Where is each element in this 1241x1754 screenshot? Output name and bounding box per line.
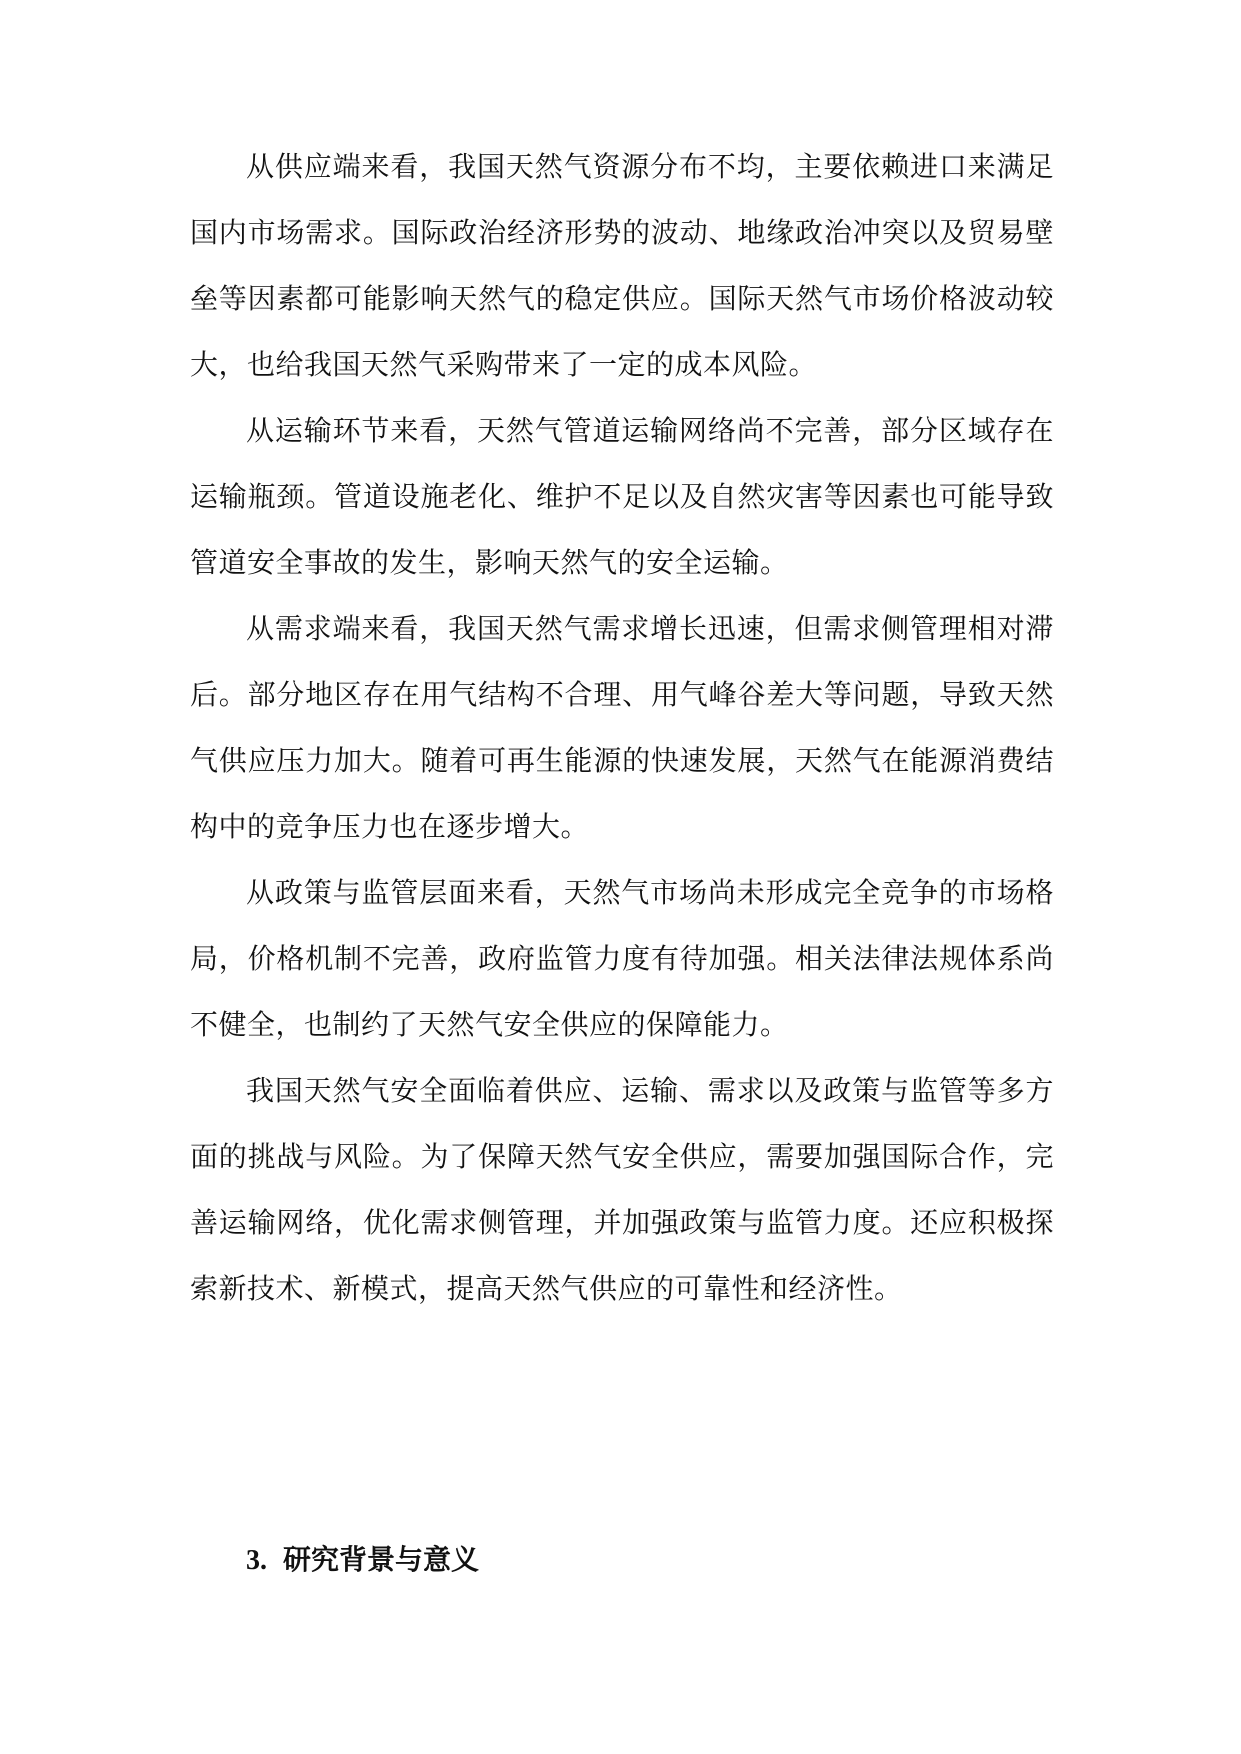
body-text: [190, 134, 1054, 1322]
paragraph-policy: 从政策与监管层面来看，天然气市场尚未形成完全竞争的市场格局，价格机制不完善，政府监管力度有待加强。相关法律法规体系尚不健全，也制约了天然气安全供应的保障能力。: [190, 876, 1054, 1041]
paragraph-demand: 从需求端来看，我国天然气需求增长迅速，但需求侧管理相对滞后。部分地区存在用气结构不合理、用气峰谷差大等问题，导致天然气供应压力加大。随着可再生能源的快速发展，天然气在能源消费结构中的竞争压力也在逐步增大。: [190, 612, 1054, 843]
section-title: 研究背景与意义: [283, 1543, 480, 1576]
paragraph-transport: 从运输环节来看，天然气管道运输网络尚不完善，部分区域存在运输瓶颈。管道设施老化、维护不足以及自然灾害等因素也可能导致管道安全事故的发生，影响天然气的安全运输。: [190, 414, 1054, 579]
paragraph-supply: 从供应端来看，我国天然气资源分布不均，主要依赖进口来满足国内市场需求。国际政治经济形势的波动、地缘政治冲突以及贸易壁垒等因素都可能影响天然气的稳定供应。国际天然气市场价格波动较大，也给我国天然气采购带来了一定的成本风险。: [190, 150, 1054, 381]
section-number: 3.: [246, 1545, 267, 1576]
section-heading: [246, 1538, 479, 1583]
paragraph-summary: 我国天然气安全面临着供应、运输、需求以及政策与监管等多方面的挑战与风险。为了保障天然气安全供应，需要加强国际合作，完善运输网络，优化需求侧管理，并加强政策与监管力度。还应积极探索新技术、新模式，提高天然气供应的可靠性和经济性。: [190, 1074, 1054, 1305]
